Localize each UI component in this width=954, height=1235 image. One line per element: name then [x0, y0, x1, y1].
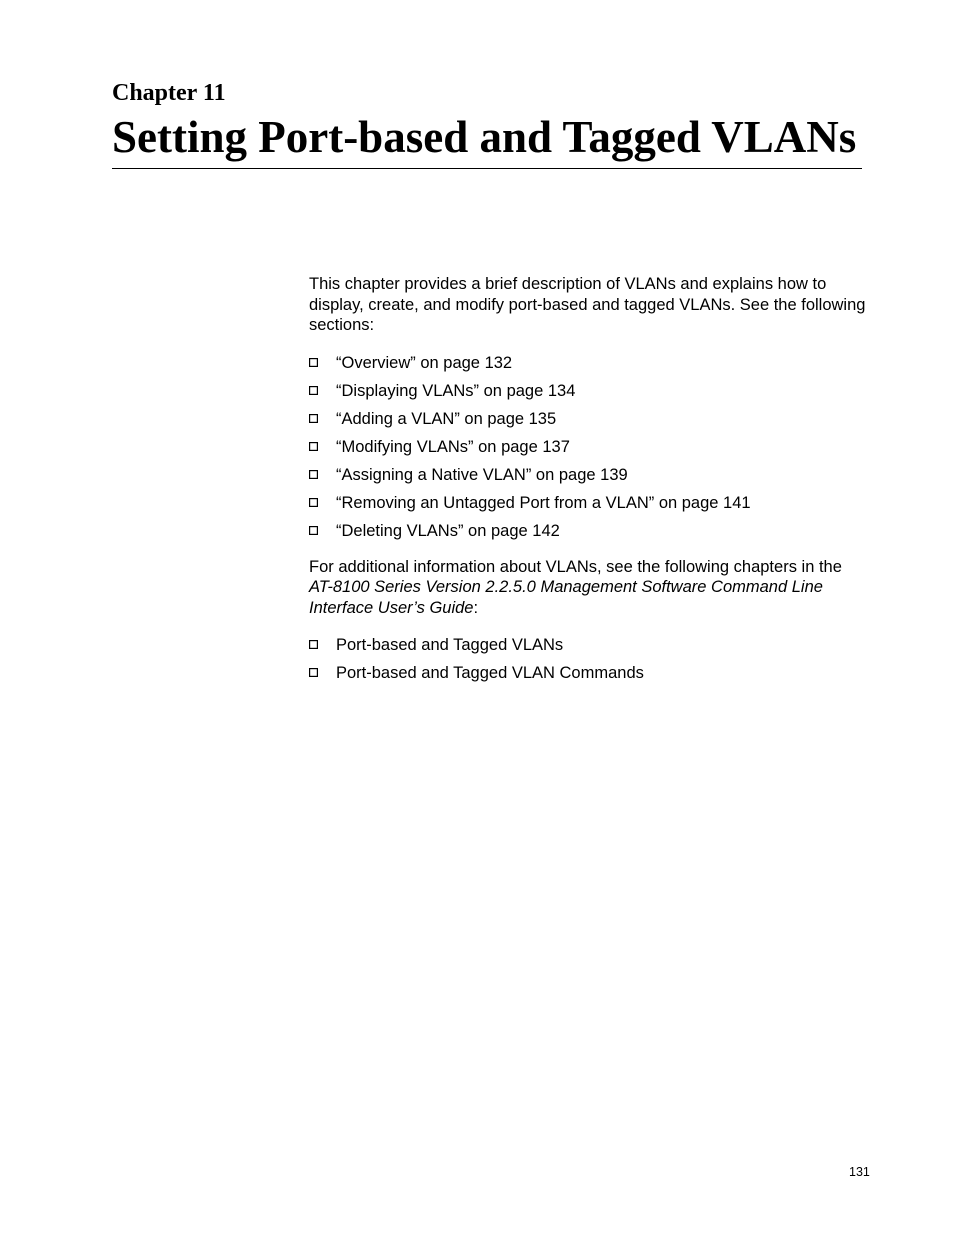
section-link-text: “Removing an Untagged Port from a VLAN” on page 141 [336, 493, 751, 512]
section-list-item[interactable] [309, 465, 869, 486]
chapter-label: Chapter 11 [112, 80, 226, 106]
title-divider [112, 168, 862, 169]
related-chapter-text: Port-based and Tagged VLAN Commands [336, 664, 644, 683]
page-number: 131 [849, 1165, 870, 1179]
checkbox-bullet-icon [309, 386, 318, 395]
section-list-item[interactable] [309, 353, 869, 374]
section-list-item[interactable] [309, 493, 869, 514]
checkbox-bullet-icon [309, 640, 318, 649]
checkbox-bullet-icon [309, 498, 318, 507]
additional-info-trail: : [473, 598, 479, 617]
checkbox-bullet-icon [309, 526, 318, 535]
section-list-item[interactable] [309, 381, 869, 402]
checkbox-bullet-icon [309, 470, 318, 479]
section-link-text: “Overview” on page 132 [336, 353, 513, 372]
section-link-text: “Modifying VLANs” on page 137 [336, 437, 570, 456]
additional-info-lead: For additional information about VLANs, see the following chapters in the [309, 557, 842, 576]
chapter-title: Setting Port-based and Tagged VLANs [112, 112, 857, 162]
checkbox-bullet-icon [309, 442, 318, 451]
section-link-text: “Deleting VLANs” on page 142 [336, 522, 560, 541]
related-chapter-item [309, 635, 869, 656]
checkbox-bullet-icon [309, 358, 318, 367]
related-chapter-item [309, 663, 869, 684]
checkbox-bullet-icon [309, 414, 318, 423]
section-link-text: “Assigning a Native VLAN” on page 139 [336, 465, 628, 484]
related-chapter-text: Port-based and Tagged VLANs [336, 636, 564, 655]
section-list [309, 353, 869, 542]
guide-title: AT-8100 Series Version 2.2.5.0 Management Software Command Line Interface User’s Guide [309, 578, 823, 617]
additional-info-paragraph [309, 557, 869, 619]
section-list-item[interactable] [309, 437, 869, 458]
checkbox-bullet-icon [309, 668, 318, 677]
section-list-item[interactable] [309, 521, 869, 542]
section-list-item[interactable] [309, 409, 869, 430]
section-link-text: “Displaying VLANs” on page 134 [336, 381, 576, 400]
related-chapters-list [309, 635, 869, 684]
chapter-body [309, 274, 869, 684]
intro-paragraph: This chapter provides a brief description of VLANs and explains how to display, create, and modify port-based and tagged VLANs. See the following sections: [309, 275, 866, 334]
section-link-text: “Adding a VLAN” on page 135 [336, 409, 557, 428]
